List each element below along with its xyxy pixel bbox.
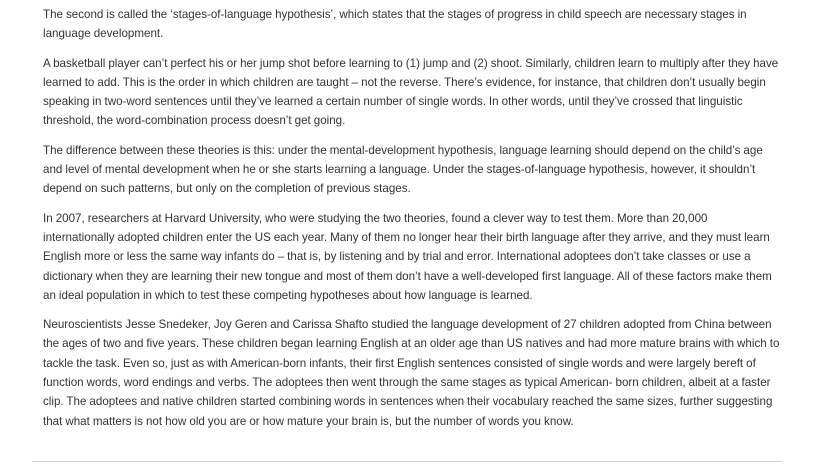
paragraph-5: Neuroscientists Jesse Snedeker, Joy Geren and Carissa Shafto studied the language development of 27 children adopted from China between the ages of two and five years. These children began learning English at an older age than US natives and had more mature brains with which to tackle the task. Even so, just as with American-born infants, their first English sentences consisted of single words and were largely bereft of function words, word endings and verbs. The adoptees then went through the same stages as typical American- born children, albeit at a faster clip. The adoptees and native children started combining words in sentences when their vocabulary reached the same sizes, further suggesting that what matters is not how old you are or how mature your brain is, but the number of words you know. (43, 318, 780, 428)
paragraph-4: In 2007, researchers at Harvard University, who were studying the two theories, found a clever way to test them. More than 20,000 internationally adopted children enter the US each year. Many of them no longer hear their birth language after they arrive, and they must learn English more or less the same way infants do – that is, by listening and by trial and error. International adoptees don’t take classes or use a dictionary when they are learning their new tongue and most of them don’t have a well-developed first language. All of these factors make them an ideal population in which to test these competing hypotheses about how language is learned. (43, 211, 772, 302)
reading-passage-panel (32, 0, 782, 462)
paragraph-2: A basketball player can’t perfect his or her jump shot before learning to (1) jump and (2) shoot. Similarly, children learn to multiply after they have learned to add. This is the order in which children are taught – not the reverse. There’s evidence, for instance, that children don’t usually begin speaking in two-word sentences until they’ve learned a certain number of single words. In other words, until they’ve crossed that linguistic threshold, the word-combination process doesn’t get going. (43, 56, 779, 128)
paragraph-3: The difference between these theories is this: under the mental-development hypothesis, language learning should depend on the child’s age and level of mental development when he or she starts learning a language. Under the stages-of-language hypothesis, however, it shouldn’t depend on such patterns, but only on the completion of previous stages. (43, 143, 763, 196)
reading-passage (43, 5, 781, 431)
paragraph-1: The second is called the ‘stages-of-language hypothesis’, which states that the stages of progress in child speech are necessary stages in language development. (43, 8, 747, 41)
